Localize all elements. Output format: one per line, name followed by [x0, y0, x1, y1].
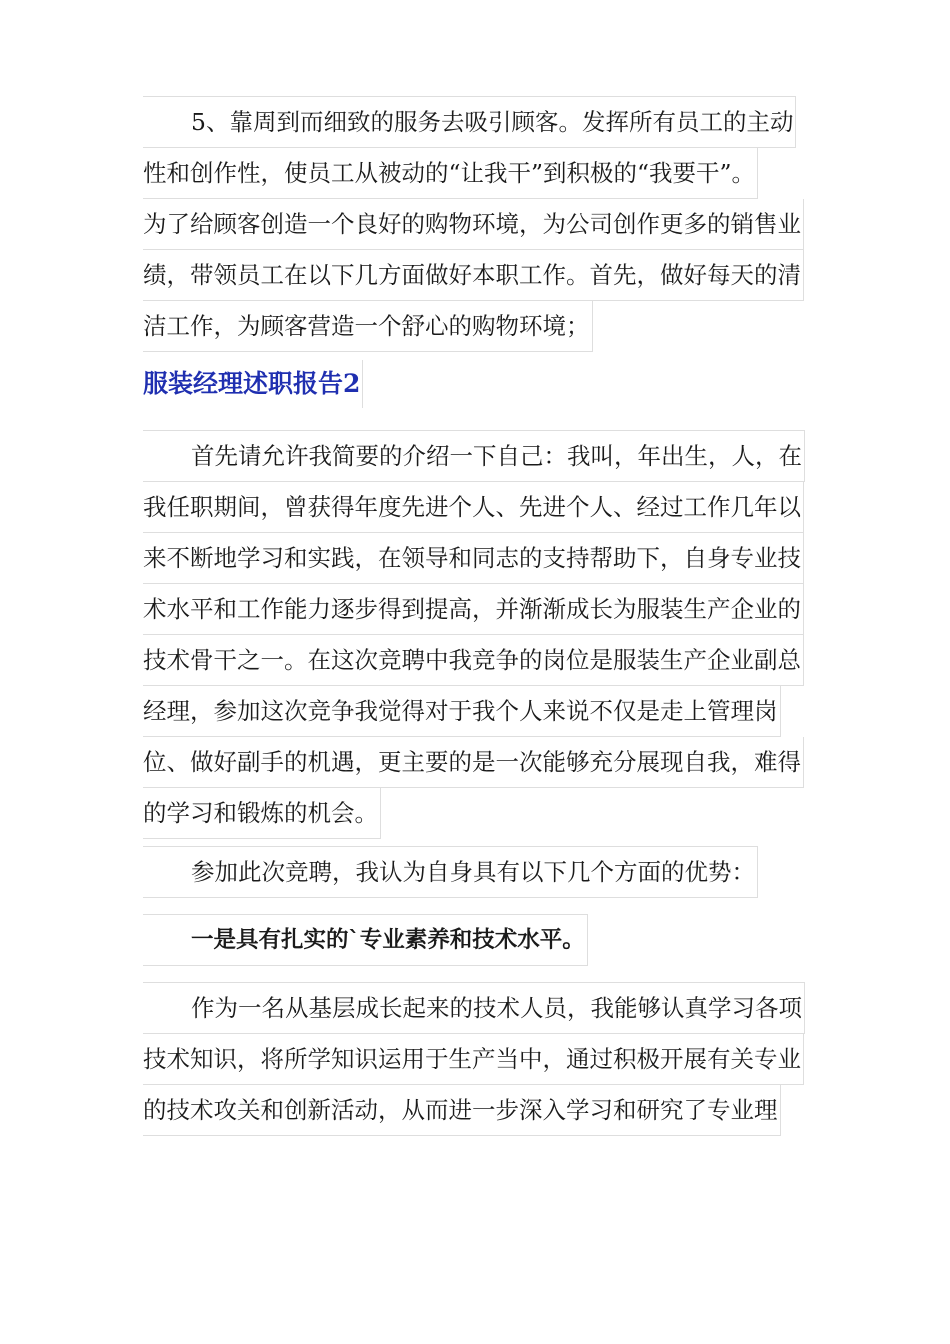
text-line: 位、做好副手的机遇，更主要的是一次能够充分展现自我，难得 — [143, 737, 804, 788]
paragraph-introduction — [143, 430, 805, 839]
text-line: 技术知识，将所学知识运用于生产当中，通过积极开展有关专业 — [143, 1034, 804, 1085]
text-line: 来不断地学习和实践，在领导和同志的支持帮助下，自身专业技 — [143, 533, 804, 584]
text-line: 绩，带领员工在以下几方面做好本职工作。首先，做好每天的清 — [143, 250, 804, 301]
text-line: 我任职期间，曾获得年度先进个人、先进个人、经过工作几年以 — [143, 482, 804, 533]
text-line: 为了给顾客创造一个良好的购物环境，为公司创作更多的销售业 — [143, 199, 804, 250]
text-line: 洁工作，为顾客营造一个舒心的购物环境； — [143, 301, 593, 352]
text-line: 首先请允许我简要的介绍一下自己：我叫，年出生，人，在 — [143, 430, 805, 482]
paragraph-service — [143, 96, 804, 352]
paragraph-advantage-one — [143, 914, 588, 966]
paragraph-advantages-intro — [143, 846, 758, 898]
text-line: 5、靠周到而细致的服务去吸引顾客。发挥所有员工的主动 — [143, 96, 796, 148]
section-heading: 服装经理述职报告2 — [143, 360, 363, 408]
text-line: 性和创作性，使员工从被动的“让我干”到积极的“我要干”。 — [143, 148, 758, 199]
text-line: 术水平和工作能力逐步得到提高，并渐渐成长为服装生产企业的 — [143, 584, 804, 635]
text-line: 参加此次竞聘，我认为自身具有以下几个方面的优势： — [143, 846, 758, 898]
bold-text-line: 一是具有扎实的`专业素养和技术水平。 — [143, 914, 588, 966]
text-line: 的学习和锻炼的机会。 — [143, 788, 381, 839]
paragraph-technical-background — [143, 982, 805, 1136]
text-line: 作为一名从基层成长起来的技术人员，我能够认真学习各项 — [143, 982, 805, 1034]
text-line: 经理，参加这次竞争我觉得对于我个人来说不仅是走上管理岗 — [143, 686, 781, 737]
text-line: 的技术攻关和创新活动，从而进一步深入学习和研究了专业理 — [143, 1085, 781, 1136]
text-line: 技术骨干之一。在这次竞聘中我竞争的岗位是服装生产企业副总 — [143, 635, 804, 686]
